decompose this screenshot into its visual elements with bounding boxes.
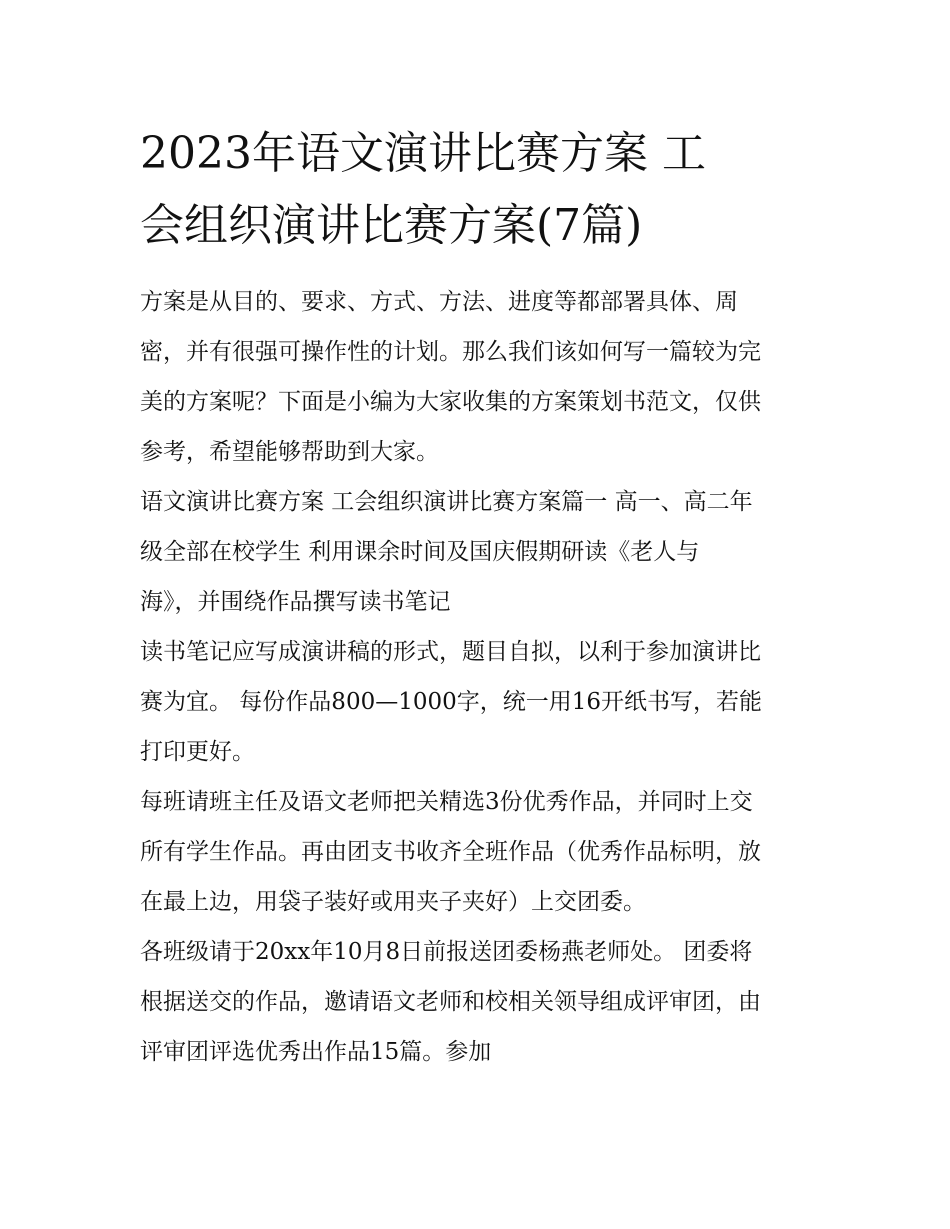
title-line: 2023年语文演讲比赛方案 工: [140, 128, 706, 179]
paragraph-selection: [140, 777, 820, 927]
title-line: 会组织演讲比赛方案(7篇): [140, 200, 643, 251]
document-title: [140, 118, 820, 262]
text-line: 语文演讲比赛方案 工会组织演讲比赛方案篇一 高一、高二年: [140, 489, 753, 515]
text-line: 打印更好。: [140, 739, 255, 765]
text-line: 所有学生作品。再由团支书收齐全班作品（优秀作品标明，放: [140, 839, 761, 865]
text-line: 根据送交的作品，邀请语文老师和校相关领导组成评审团，由: [140, 989, 761, 1015]
document-body: [140, 277, 820, 1077]
paragraph-submission: [140, 927, 820, 1077]
paragraph-notes-format: [140, 627, 820, 777]
text-line: 级全部在校学生 利用课余时间及国庆假期研读《老人与: [140, 539, 700, 565]
text-line: 每班请班主任及语文老师把关精选3份优秀作品，并同时上交: [140, 789, 753, 815]
document-page: [140, 118, 820, 1077]
paragraph-section-one: [140, 477, 820, 627]
text-line: 密，并有很强可操作性的计划。那么我们该如何写一篇较为完: [140, 339, 761, 365]
text-line: 读书笔记应写成演讲稿的形式，题目自拟，以利于参加演讲比: [140, 639, 761, 665]
paragraph-intro: [140, 277, 820, 477]
text-line: 参考，希望能够帮助到大家。: [140, 439, 439, 465]
text-line: 海》，并围绕作品撰写读书笔记: [140, 589, 451, 615]
text-line: 各班级请于20xx年10月8日前报送团委杨燕老师处。 团委将: [140, 939, 753, 965]
text-line: 在最上边，用袋子装好或用夹子夹好）上交团委。: [140, 889, 646, 915]
text-line: 评审团评选优秀出作品15篇。参加: [140, 1039, 492, 1065]
text-line: 美的方案呢？下面是小编为大家收集的方案策划书范文，仅供: [140, 389, 761, 415]
text-line: 方案是从目的、要求、方式、方法、进度等都部署具体、周: [140, 289, 738, 315]
text-line: 赛为宜。 每份作品800—1000字，统一用16开纸书写，若能: [140, 689, 763, 715]
